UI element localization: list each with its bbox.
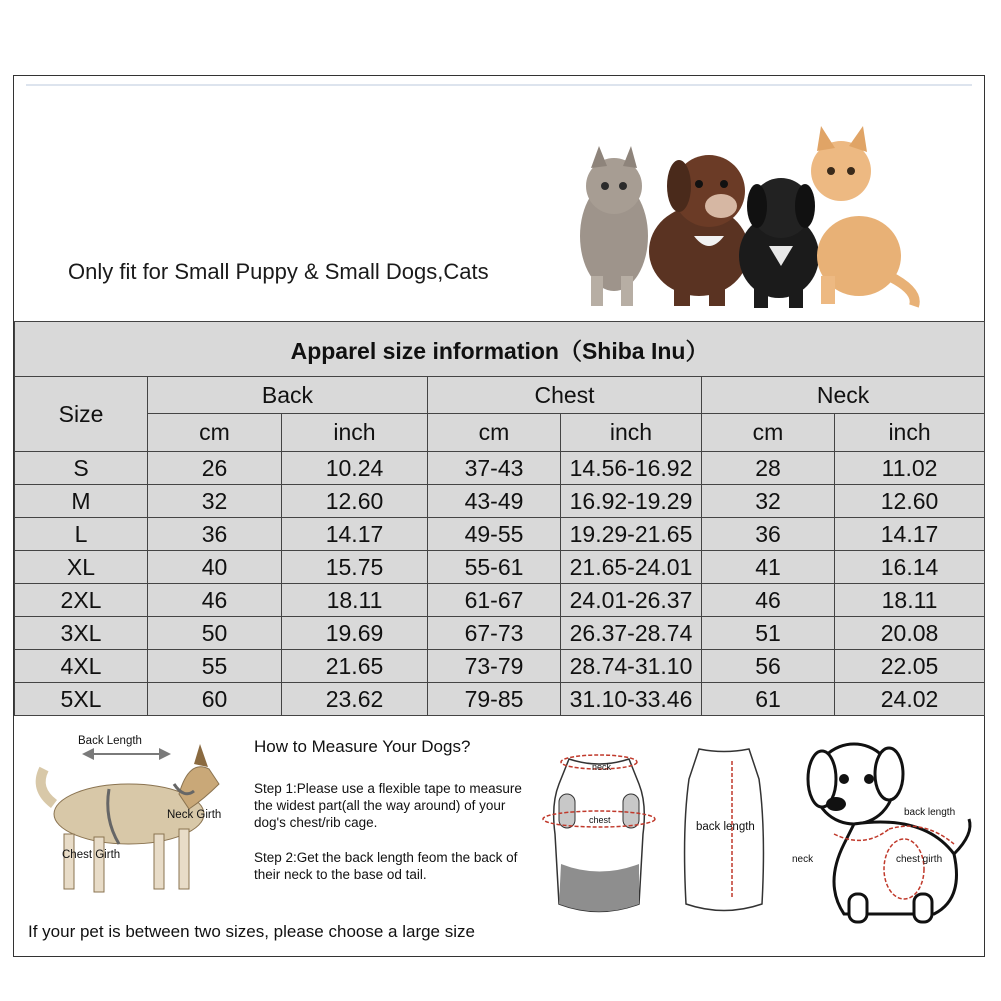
table-cell: 24.01-26.37 [561, 584, 702, 617]
grey-kitten-image [580, 146, 648, 306]
table-cell: 32 [148, 485, 282, 518]
size-cell: M [15, 485, 148, 518]
size-chart-frame [13, 75, 985, 957]
table-cell: 28.74-31.10 [561, 650, 702, 683]
size-cell: 2XL [15, 584, 148, 617]
table-cell: 16.14 [835, 551, 985, 584]
table-cell: 24.02 [835, 683, 985, 716]
unit-header: inch [835, 414, 985, 452]
neck-girth-label: Neck Girth [167, 809, 222, 821]
table-cell: 32 [702, 485, 835, 518]
garment-chest-label: chest [589, 815, 611, 825]
table-cell: 67-73 [428, 617, 561, 650]
puppy-chest-girth-label: chest girth [896, 854, 943, 865]
puppy-neck-label: neck [792, 854, 814, 865]
table-cell: 21.65-24.01 [561, 551, 702, 584]
table-row [15, 518, 985, 551]
table-cell: 18.11 [835, 584, 985, 617]
step-2-text: Step 2:Get the back length feom the back of their neck to the base od tail. [254, 850, 518, 882]
puppy-measure-diagram [794, 734, 979, 934]
table-cell: 61-67 [428, 584, 561, 617]
banner [14, 76, 984, 321]
table-row [15, 485, 985, 518]
table-cell: 46 [148, 584, 282, 617]
table-cell: 31.10-33.46 [561, 683, 702, 716]
table-cell: 14.56-16.92 [561, 452, 702, 485]
table-cell: 23.62 [282, 683, 428, 716]
table-cell: 12.60 [282, 485, 428, 518]
table-cell: 15.75 [282, 551, 428, 584]
table-cell: 79-85 [428, 683, 561, 716]
table-row [15, 650, 985, 683]
size-advice-note: If your pet is between two sizes, please choose a large size [28, 922, 475, 941]
how-to-measure-title: How to Measure Your Dogs? [254, 737, 471, 756]
unit-header: inch [282, 414, 428, 452]
size-cell: L [15, 518, 148, 551]
table-cell: 51 [702, 617, 835, 650]
unit-header: cm [148, 414, 282, 452]
table-cell: 61 [702, 683, 835, 716]
size-column-header: Size [15, 377, 148, 452]
table-cell: 43-49 [428, 485, 561, 518]
neck-group-header: Neck [702, 377, 985, 414]
garment-back-length-label: back length [696, 821, 755, 833]
puppy-back-length-label: back length [904, 807, 956, 818]
table-cell: 40 [148, 551, 282, 584]
unit-header: cm [702, 414, 835, 452]
chest-group-header: Chest [428, 377, 702, 414]
size-cell: 4XL [15, 650, 148, 683]
table-cell: 20.08 [835, 617, 985, 650]
banner-divider [26, 84, 972, 86]
table-cell: 14.17 [282, 518, 428, 551]
table-cell: 41 [702, 551, 835, 584]
size-table-wrapper [14, 321, 984, 716]
table-row [15, 452, 985, 485]
table-row [15, 617, 985, 650]
unit-header: cm [428, 414, 561, 452]
table-cell: 46 [702, 584, 835, 617]
table-cell: 50 [148, 617, 282, 650]
table-cell: 49-55 [428, 518, 561, 551]
unit-header: inch [561, 414, 702, 452]
table-cell: 10.24 [282, 452, 428, 485]
back-group-header: Back [148, 377, 428, 414]
pets-illustration [569, 116, 929, 316]
banner-caption: Only fit for Small Puppy & Small Dogs,Cats [68, 259, 489, 284]
step-1-text: Step 1:Please use a flexible tape to measure the widest part(all the way around) of your dog's chest/rib cage. [254, 781, 522, 830]
size-cell: S [15, 452, 148, 485]
table-cell: 26 [148, 452, 282, 485]
table-cell: 22.05 [835, 650, 985, 683]
table-cell: 36 [702, 518, 835, 551]
table-cell: 73-79 [428, 650, 561, 683]
orange-kitten-image [811, 126, 915, 306]
table-cell: 55 [148, 650, 282, 683]
table-cell: 11.02 [835, 452, 985, 485]
size-cell: 5XL [15, 683, 148, 716]
table-cell: 21.65 [282, 650, 428, 683]
table-row [15, 584, 985, 617]
table-row [15, 551, 985, 584]
table-cell: 18.11 [282, 584, 428, 617]
table-cell: 19.69 [282, 617, 428, 650]
back-length-label: Back Length [78, 735, 142, 747]
table-row [15, 683, 985, 716]
measurement-guide [14, 719, 984, 957]
size-cell: 3XL [15, 617, 148, 650]
black-puppy-image [739, 178, 819, 308]
table-cell: 37-43 [428, 452, 561, 485]
table-cell: 14.17 [835, 518, 985, 551]
table-cell: 26.37-28.74 [561, 617, 702, 650]
size-table [14, 321, 985, 716]
table-cell: 28 [702, 452, 835, 485]
brown-puppy-image [649, 155, 749, 306]
table-title: Apparel size information（Shiba Inu） [15, 322, 985, 377]
table-cell: 19.29-21.65 [561, 518, 702, 551]
garment-neck-label: neck [592, 762, 612, 772]
table-cell: 56 [702, 650, 835, 683]
table-cell: 55-61 [428, 551, 561, 584]
table-cell: 36 [148, 518, 282, 551]
table-cell: 12.60 [835, 485, 985, 518]
table-cell: 16.92-19.29 [561, 485, 702, 518]
table-cell: 60 [148, 683, 282, 716]
size-cell: XL [15, 551, 148, 584]
chest-girth-label: Chest Girth [62, 849, 121, 861]
